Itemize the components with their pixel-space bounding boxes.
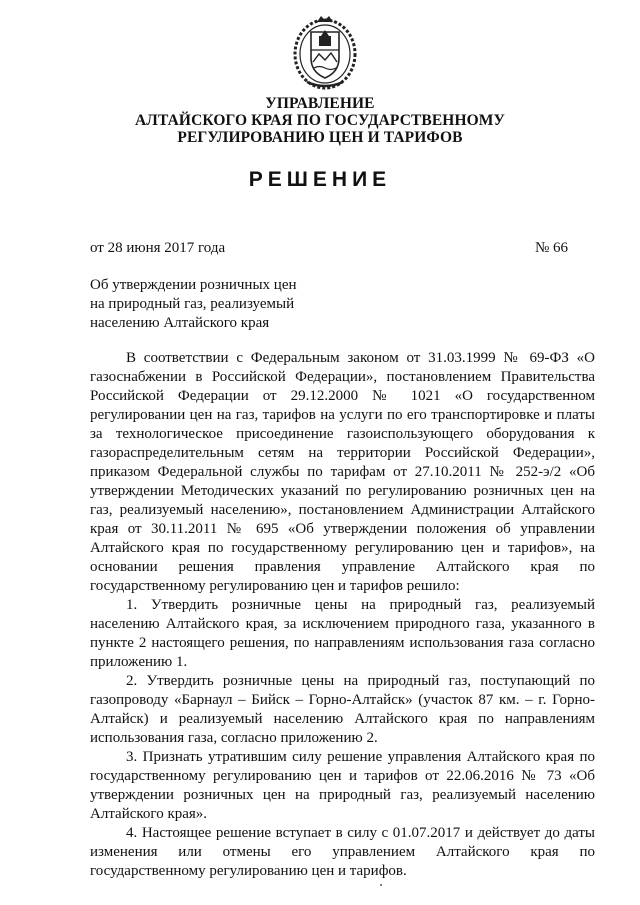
body-item-1: 1. Утвердить розничные цены на природный газ, реализуемый населению Алтайского края, за исключением природного газа, указанного в пункте 2 настоящего решения, по направлениям использования газа согласно приложению 1. <box>90 597 595 670</box>
organization-name <box>0 95 640 146</box>
subject-line-2: на природный газ, реализуемый <box>90 296 295 312</box>
page-mark <box>380 884 382 886</box>
body-item-4: 4. Настоящее решение вступает в силу с 01.07.2017 и действует до даты изменения или отмены его управлением Алтайского края по государственному регулированию цен и тарифов. <box>90 825 595 879</box>
document-date: от 28 июня 2017 года <box>90 240 226 256</box>
body-item-3: 3. Признать утратившим силу решение управления Алтайского края по государственному регулированию цен и тарифов от 22.06.2016 № 73 «Об утверждении розничных цен на природный газ, реализуемый населению Алтайского края». <box>90 749 595 822</box>
document-number: № 66 <box>534 240 568 256</box>
document-subject <box>90 276 297 333</box>
subject-line-3: населению Алтайского края <box>90 315 270 331</box>
org-line-2: АЛТАЙСКОГО КРАЯ ПО ГОСУДАРСТВЕННОМУ <box>135 112 505 129</box>
org-line-3: РЕГУЛИРОВАНИЮ ЦЕН И ТАРИФОВ <box>177 129 463 146</box>
body-preamble: В соответствии с Федеральным законом от 31.03.1999 № 69-ФЗ «О газоснабжении в Российской Федерации», постановлением Правительства Российской Федерации от 29.12.2000 № 1021 «О государственном регулировании цен на газ, тарифов на услуги по его транспортировке и платы за технологическое присоединение газоиспользующего оборудования к газораспределительным сетям на территории Российской Федерации», приказом Федеральной службы по тарифам от 27.10.2011 № 252-э/2 «Об утверждении Методических указаний по регулированию розничных цен на газ, реализуемый населению», постановлением Администрации Алтайского края от 30.11.2011 № 695 «Об утверждении положения об управлении Алтайского края по государственному регулированию цен и тарифов», на основании решения правления управление Алтайского края по государственному регулированию цен и тарифов решило: <box>90 350 595 594</box>
document-title: РЕШЕНИЕ <box>248 168 392 191</box>
subject-line-1: Об утверждении розничных цен <box>90 277 297 293</box>
org-line-1: УПРАВЛЕНИЕ <box>265 95 375 112</box>
coat-of-arms-icon <box>291 10 359 94</box>
body-item-2: 2. Утвердить розничные цены на природный газ, поступающий по газопроводу «Барнаул – Бийск – Горно-Алтайск» (участок 87 км. – г. Горно-Алтайск) и реализуемый населению Алтайского края по направлениям использования газа, согласно приложению 2. <box>90 673 595 746</box>
document-body <box>90 349 595 881</box>
